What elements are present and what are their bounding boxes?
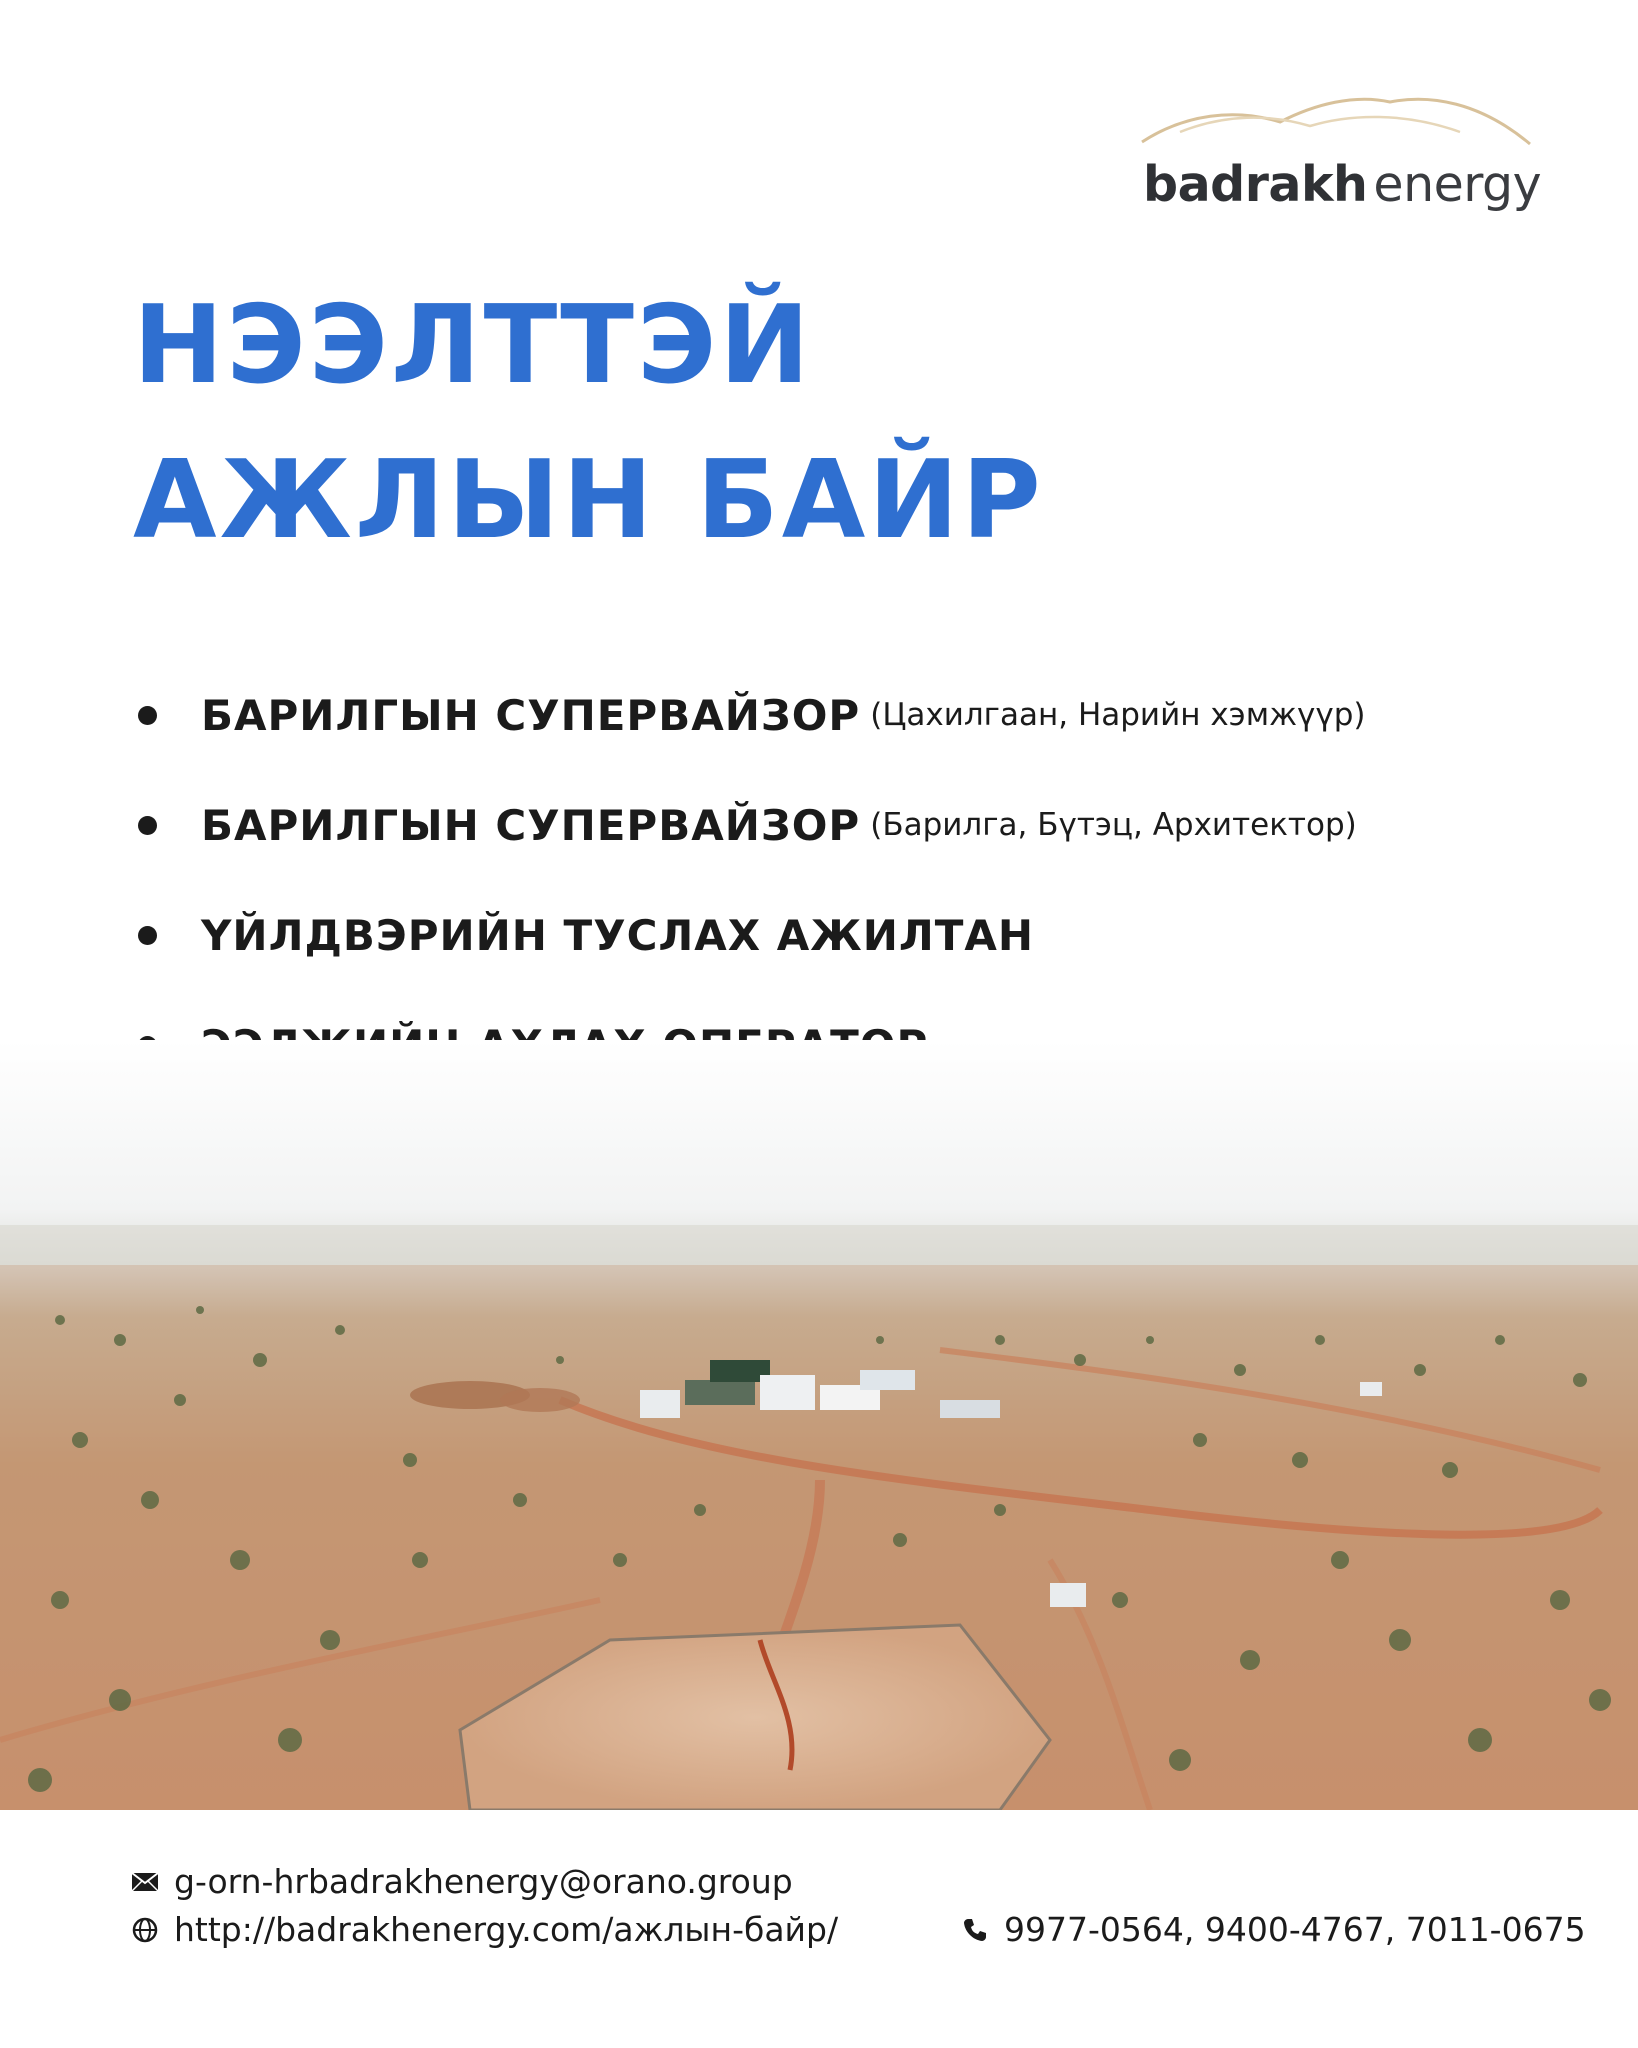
list-item <box>133 880 1365 990</box>
desert-site-illustration <box>0 1040 1638 1810</box>
company-logo <box>1140 92 1540 217</box>
envelope-icon <box>130 1867 160 1897</box>
job-title: БАРИЛГЫН СУПЕРВАЙЗОР <box>201 690 861 740</box>
email-link[interactable]: g-orn-hrbadrakhenergy@orano.group <box>174 1862 793 1901</box>
bullet-icon <box>138 926 157 945</box>
brand-name <box>1143 156 1541 213</box>
website-row <box>130 1910 838 1949</box>
title-line-2: АЖЛЫН БАЙР <box>133 438 1044 563</box>
job-detail: (Цахилгаан, Нарийн хэмжүүр) <box>870 697 1366 733</box>
job-list <box>133 660 1365 1100</box>
site-landscape-image <box>0 1040 1638 1810</box>
globe-icon <box>130 1915 160 1945</box>
job-title: БАРИЛГЫН СУПЕРВАЙЗОР <box>201 800 861 850</box>
phone-row <box>960 1910 1586 1949</box>
website-link[interactable]: http://badrakhenergy.com/ажлын-байр/ <box>174 1910 839 1949</box>
job-title: ҮЙЛДВЭРИЙН ТУСЛАХ АЖИЛТАН <box>201 910 1035 960</box>
bullet-icon <box>138 816 157 835</box>
phone-numbers[interactable]: 9977-0564, 9400-4767, 7011-0675 <box>1004 1910 1586 1949</box>
job-detail: (Барилга, Бүтэц, Архитектор) <box>870 807 1357 843</box>
email-row <box>130 1862 793 1901</box>
list-item <box>133 770 1365 880</box>
list-item <box>133 660 1365 770</box>
title-line-1: НЭЭЛТТЭЙ <box>133 283 813 408</box>
phone-icon <box>960 1915 990 1945</box>
brand-light: energy <box>1373 156 1542 213</box>
mountain-logo-mark <box>1140 92 1540 162</box>
contact-footer <box>0 1810 1638 2048</box>
bullet-icon <box>138 706 157 725</box>
page-title <box>133 268 1044 578</box>
brand-bold: badrakh <box>1143 156 1368 213</box>
